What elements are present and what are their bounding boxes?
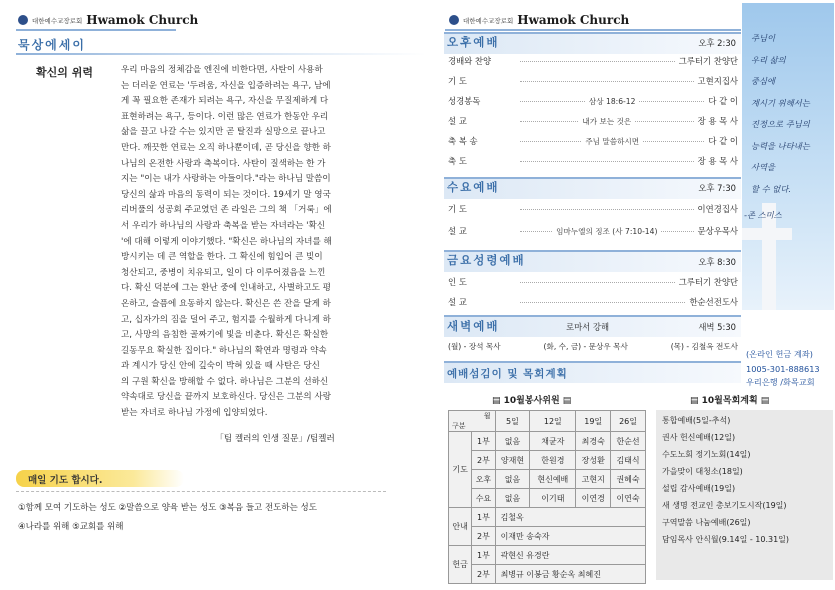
- table-row: [449, 565, 646, 584]
- service-row: [448, 53, 738, 69]
- essay-line: 고, 십자가의 짐을 덜어 주고, 험지를 수월하게 다니게 하: [121, 314, 331, 325]
- sidebar-quote: [751, 28, 810, 200]
- dawn-subject: 로마서 강해: [566, 322, 610, 332]
- essay-line: 게 꼭 필요한 존재가 되려는 욕구, 자신을 무질제하게 다: [121, 96, 329, 107]
- essay-line: 길동무요 확실한 집이다." 하나님의 확연과 명령과 약속: [121, 345, 327, 356]
- quote-line: 사역을: [751, 162, 776, 172]
- sub-label: 1부: [472, 546, 495, 565]
- essay-line: 삶을 끌고 나갈 수는 있지만 곧 탈진과 실망으로 끝나고: [121, 127, 326, 138]
- row-leader: [661, 230, 693, 232]
- friday-title: 금요성령예배: [447, 253, 526, 267]
- sub-label: 1부: [472, 432, 495, 451]
- quote-line: 계시기 위해서는: [751, 97, 810, 108]
- plan-item: 구역말씀 나눔예배(26일): [662, 518, 751, 527]
- essay-line: 당신의 삶과 마음의 동력이 되는 것이다. 19세기 말 영국: [121, 189, 331, 200]
- prayer-divider: [16, 491, 386, 492]
- church-name-en: Hwamok Church: [86, 13, 199, 27]
- church-name-ko: 대한예수교장로회: [32, 16, 83, 25]
- duty-cell: 한순선: [611, 432, 646, 451]
- plan-list: [656, 410, 833, 580]
- dawn-title: 새벽예배: [447, 319, 500, 333]
- quote-line: 주님이: [751, 33, 776, 43]
- row-person: 다 같 이: [708, 136, 738, 146]
- plan-item: 담임목사 안식월(9.14일 - 10.31일): [662, 535, 790, 544]
- prayer-items-2: ④나라를 위해 ⑤교회를 위해: [18, 522, 124, 532]
- service-row: [448, 73, 738, 89]
- essay-line: 지는 "이는 내가 사랑하는 아들이다."라는 하나님 말씀이: [121, 174, 331, 185]
- essay-line: 과 계시가 당신 안에 깊숙이 박혀 있을 때 사탄은 당신: [121, 361, 320, 372]
- sidebar-author: -존 스미스: [744, 210, 782, 220]
- dawn-schedule-item: (월) - 장석 목사: [448, 342, 501, 351]
- table-row: [449, 432, 646, 451]
- duty-cell: 권혜숙: [611, 470, 646, 489]
- row-leader: [520, 160, 694, 162]
- offering-account: 1005-301-888613: [746, 364, 820, 374]
- row-label: 설 교: [448, 116, 467, 126]
- plan-item: 설립 감사예배(19일): [662, 484, 736, 493]
- week-header: 12일: [530, 411, 576, 432]
- row-person: 장 용 목 사: [697, 116, 739, 126]
- doc-icon: ▤: [492, 396, 501, 406]
- row-person: 그루터기 찬양단: [678, 56, 738, 66]
- row-person: 그루터기 찬양단: [678, 277, 738, 287]
- week-header: 26일: [611, 411, 646, 432]
- afternoon-time: 오후 2:30: [698, 38, 736, 48]
- dawn-time: 새벽 5:30: [698, 322, 736, 332]
- row-label: 설 교: [448, 297, 467, 307]
- duty-cell: 없음: [495, 470, 530, 489]
- afternoon-title: 오후예배: [447, 35, 500, 49]
- sub-label: 수요: [472, 489, 495, 508]
- essay-line: 는 더러운 연료는 '두려움, 자신을 입증하려는 욕구, 남에: [121, 80, 331, 91]
- service-row: [448, 294, 738, 310]
- essay-line: 다. 확신 덕분에 그는 환난 중에 인내하고, 사별하고도 평: [121, 283, 331, 294]
- row-person: 한순선전도사: [689, 297, 738, 307]
- essay-body: [121, 63, 387, 422]
- wednesday-time: 오후 7:30: [698, 183, 736, 193]
- quote-line: 우리 삶의: [751, 54, 786, 65]
- duty-cell: 양재현: [495, 451, 530, 470]
- essay-line: 방시키는 데 큰 역할을 한다. 그 확신에 힘입어 큰 빚이: [121, 252, 323, 263]
- essay-line: 약속대로 당신을 끝까지 보호하신다. 당신은 그분의 사랑: [121, 392, 332, 403]
- row-detail: 주님 말씀하시면: [585, 136, 640, 146]
- meditation-title: 묵상에세이: [18, 38, 86, 52]
- row-person: 이연경집사: [697, 204, 738, 214]
- table-row: [449, 508, 646, 527]
- service-row: [448, 274, 738, 290]
- right-header: [449, 13, 629, 27]
- essay-line: 우리 마음의 정체감을 엔진에 비한다면, 사탄이 사용하: [121, 65, 323, 75]
- duty-cell: 이연경: [576, 489, 611, 508]
- row-leader: [520, 140, 581, 142]
- row-leader: [639, 100, 704, 102]
- duty-cell: 현신예배: [530, 470, 576, 489]
- quote-line: 할 수 없다.: [751, 183, 791, 194]
- meditation-rule: [16, 53, 426, 55]
- header-rule: [16, 29, 176, 31]
- row-leader: [520, 60, 675, 62]
- plan-title-text: 10월목회계획: [701, 396, 758, 406]
- sub-label: 2부: [472, 451, 495, 470]
- essay-source: 「팀 켈러의 인생 질문」/팀켈러: [215, 434, 335, 444]
- duty-cell: 채균자: [530, 432, 576, 451]
- table-row: [449, 527, 646, 546]
- duty-title: [492, 393, 571, 406]
- service-row: [448, 133, 738, 149]
- quote-line: 중심에: [751, 76, 776, 86]
- essay-line: 만다. 깨끗한 연료는 오직 하나뿐이데, 곧 당신을 향한 하: [121, 142, 331, 153]
- duty-cell: 고현지: [576, 470, 611, 489]
- row-person: 다 같 이: [708, 96, 738, 106]
- row-detail: 임마누엘의 징조 (사 7:10-14): [556, 226, 658, 236]
- offering-title: (온라인 헌금 계좌): [746, 349, 813, 359]
- row-label: 경배와 찬양: [448, 56, 492, 66]
- corner-top: 월: [483, 412, 491, 420]
- cross-beam: [742, 228, 792, 240]
- essay-line: '에 대해 이렇게 이야기했다. "확신은 하나님의 자녀를 해: [121, 236, 332, 247]
- row-leader: [520, 230, 552, 232]
- service-row: [448, 93, 738, 109]
- row-label: 축 도: [448, 156, 467, 166]
- essay-line: 리버풀의 성공회 주교였던 존 라일은 그의 책 「거룩」에: [121, 205, 332, 216]
- prayer-items-1: ①함께 모여 기도하는 성도 ②말씀으로 양육 받는 성도 ③복음 들고 전도하는 성도: [18, 503, 317, 513]
- sub-label: 2부: [472, 527, 495, 546]
- sub-label: 2부: [472, 565, 495, 584]
- prayer-title: 매일 기도 합시다.: [28, 475, 103, 486]
- left-header: [18, 13, 198, 27]
- row-leader: [520, 208, 694, 210]
- doc-icon: ▤: [562, 396, 572, 406]
- row-detail: 삼상 18:6-12: [588, 96, 636, 106]
- duty-cell: 장성환: [576, 451, 611, 470]
- duty-cell: 김태식: [611, 451, 646, 470]
- row-label: 인 도: [448, 277, 467, 287]
- duty-table: [448, 410, 646, 584]
- essay-line: 서 우리가 하나님의 사랑과 축복을 받는 자녀라는 '확신: [121, 220, 326, 231]
- plan-item: 가을맞이 대청소(18일): [662, 467, 743, 476]
- row-leader: [520, 301, 685, 303]
- row-leader: [520, 120, 578, 122]
- plan-item: 수도노회 정기노회(14일): [662, 450, 751, 459]
- group-label: 헌금: [449, 546, 472, 584]
- duty-cell: 이연숙: [611, 489, 646, 508]
- row-leader: [520, 100, 585, 102]
- plan-item: 권사 헌신예배(12일): [662, 433, 736, 442]
- doc-icon: ▤: [690, 396, 699, 406]
- duty-title-text: 10월봉사위원: [503, 396, 560, 406]
- duty-cell: 김철옥: [495, 508, 645, 527]
- doc-icon: ▤: [760, 396, 770, 406]
- duty-cell: 최경숙: [576, 432, 611, 451]
- row-label: 축 복 송: [448, 136, 478, 146]
- duty-cell: 한원경: [530, 451, 576, 470]
- row-person: 고현지집사: [697, 76, 738, 86]
- ministry-title: 예배섬김이 및 목회계획: [447, 368, 568, 380]
- duty-cell: 없음: [495, 489, 530, 508]
- essay-line: 받는 자녀로 하나님 가정에 입양되었다.: [121, 408, 268, 419]
- essay-line: 표현하려는 욕구, 등이다. 이런 많은 연료가 한동안 우리: [121, 111, 329, 122]
- friday-time: 오후 8:30: [698, 257, 736, 267]
- row-detail: 내가 보는 것은: [582, 116, 632, 126]
- row-leader: [520, 80, 694, 82]
- essay-line: 고, 사망의 음침한 골짜기에 빛을 비춘다. 확신은 확실한: [121, 330, 329, 341]
- row-leader: [635, 120, 693, 122]
- service-row: [448, 223, 738, 239]
- dawn-schedule: [448, 341, 738, 352]
- dawn-schedule-item: (목) - 김철옥 전도사: [670, 342, 738, 351]
- essay-line: 나님의 온전한 사랑과 축복이다. 사탄이 질색하는 한 가: [121, 158, 326, 169]
- essay-line: 의 구원 확신을 방해할 수 없다. 하나님은 그분의 선하신: [121, 376, 329, 387]
- row-person: 장 용 목 사: [697, 156, 738, 166]
- table-row: [449, 489, 646, 508]
- essay-line: 온하고, 슬픔에 요동하지 않는다. 확신은 쓴 잔을 달게 하: [121, 298, 331, 309]
- duty-cell: 없음: [495, 432, 530, 451]
- plan-item: 통합예배(5일-추석): [662, 416, 731, 425]
- quote-line: 능력을 나타내는: [751, 140, 810, 151]
- plan-item: 새 생명 전교인 총보기도시작(19일): [662, 501, 787, 510]
- essay-title: 확신의 위력: [36, 66, 93, 79]
- duty-cell: 이기태: [530, 489, 576, 508]
- corner-bottom: 구분: [452, 422, 466, 430]
- duty-cell: 최병규 이봉금 황순옥 최혜진: [495, 565, 645, 584]
- row-label: 설 교: [448, 226, 467, 236]
- church-logo-icon: [449, 15, 459, 25]
- service-row: [448, 153, 738, 169]
- essay-line: 청산되고, 중병이 치유되고, 일이 다 이루어졌음을 느낀: [121, 267, 326, 278]
- row-label: 기 도: [448, 76, 467, 86]
- offering-bank: 우리은행 /화목교회: [746, 377, 815, 387]
- row-leader: [520, 281, 675, 283]
- plan-title: [690, 393, 769, 406]
- sub-label: 오후: [472, 470, 495, 489]
- service-row: [448, 201, 738, 217]
- table-header-row: [449, 411, 646, 432]
- group-prayer: 기도: [449, 432, 472, 508]
- dawn-schedule-item: (화, 수, 금) - 문상우 목사: [543, 342, 628, 351]
- sub-label: 1부: [472, 508, 495, 527]
- church-name-en: Hwamok Church: [517, 13, 630, 27]
- wednesday-title: 수요예배: [447, 180, 500, 194]
- header-rule: [445, 29, 741, 31]
- duty-cell: 이재만 송숙자: [495, 527, 645, 546]
- church-name-ko: 대한예수교장로회: [463, 16, 514, 25]
- church-logo-icon: [18, 15, 28, 25]
- table-corner: [449, 411, 496, 432]
- table-row: [449, 451, 646, 470]
- sidebar-panel: [742, 3, 834, 310]
- group-label: 안내: [449, 508, 472, 546]
- row-label: 기 도: [448, 204, 467, 214]
- week-header: 19일: [576, 411, 611, 432]
- row-person: 문상우목사: [697, 226, 739, 236]
- duty-cell: 곽현신 유경란: [495, 546, 645, 565]
- table-row: [449, 470, 646, 489]
- week-header: 5일: [495, 411, 530, 432]
- row-leader: [643, 140, 704, 142]
- quote-line: 진정으로 주님의: [751, 119, 810, 129]
- table-row: [449, 546, 646, 565]
- row-label: 성경봉독: [448, 96, 481, 106]
- service-row: [448, 113, 738, 129]
